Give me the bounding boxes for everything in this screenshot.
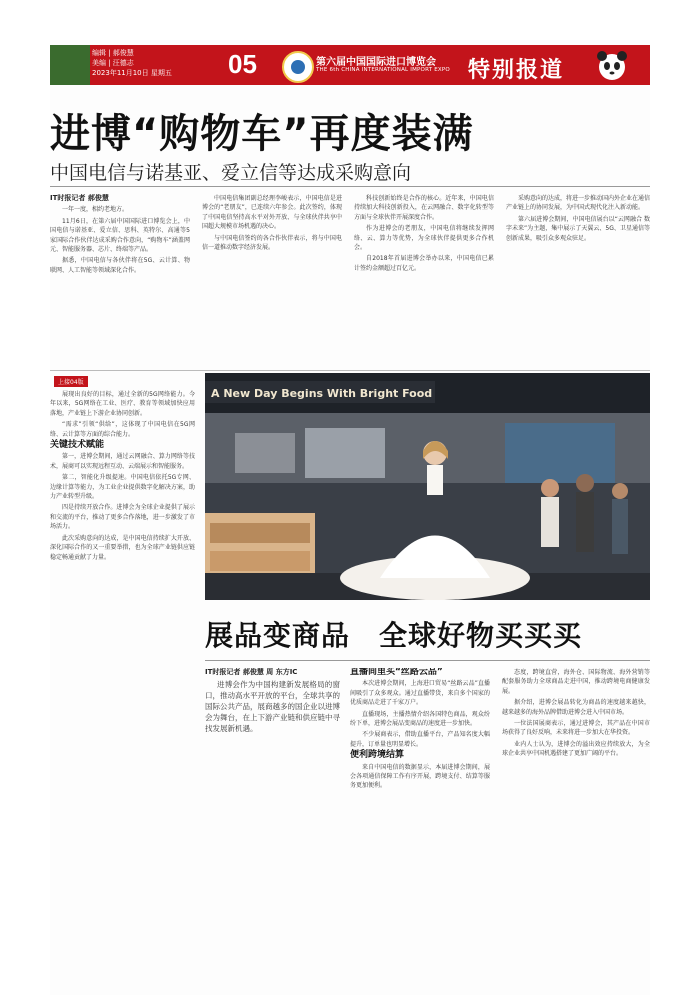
left-section-title: 关键技术赋能 (50, 440, 105, 451)
paragraph: 11月6日，在第六届中国国际进口博览会上，中国电信与诺基亚、爱立信、思科、英特尔、高通等5家国际合作伙伴达成采购合作意向，“购物车”涵盖网元、智能服务器、芯片、终端等产品。 (50, 217, 190, 254)
continued-tag: 上接04版 (54, 376, 88, 387)
paragraph: 一年一度，相约老地方。 (62, 206, 129, 214)
left-article-column (50, 390, 195, 990)
section-headline: 展品变商品 全球好物买买买 (205, 619, 583, 652)
main-headline: 进博“购物车”再度装满 (50, 111, 474, 157)
section-divider (50, 370, 650, 371)
section-rule (205, 660, 650, 661)
masthead-credits (92, 48, 212, 78)
panda-mascot-icon (588, 47, 636, 83)
top-article-col-4 (506, 194, 650, 364)
paragraph: 第二，智能化升级提速。中国电信依托5G专网、边缘计算等能力，为工业企业提供数字化解决方案，助力产业转型升级。 (50, 474, 195, 501)
paragraph: 不少展商表示，借助直播平台，产品知名度大幅提升，订单量也明显增长。 (350, 731, 490, 748)
headline-rule (50, 186, 650, 187)
credit-date: 2023年11月10日 星期五 (92, 69, 172, 77)
paragraph: 科技创新始终是合作的核心。近年来，中国电信持续加大科技创新投入，在云网融合、数字化转型等方面与全球伙伴开展深度合作。 (354, 195, 494, 221)
top-article-col-2 (202, 194, 342, 364)
paragraph: 作为进博会的老朋友，中国电信将继续发挥网络、云、算力等优势，为全球伙伴提供更多合作机会。 (354, 225, 494, 252)
subsection-title-livestream: 直播间里买“丝路云品” (350, 668, 443, 677)
booth-photo-illustration (205, 373, 650, 600)
paragraph: 展现出良好的目标，通过全新的5G网络能力。今年以来，5G网络在工业、医疗、教育等领域加快应用落地，产业链上下游企业协同创新。 (50, 391, 195, 417)
bottom-article-byline: IT时报记者 郝俊慧 周 东方IC (205, 668, 298, 676)
top-article-byline: IT时报记者 郝俊慧 (50, 194, 109, 202)
newspaper-page (50, 40, 650, 995)
paragraph: 四是持续开放合作。进博会为全球企业提供了展示和交流的平台，推动了更多合作落地，进一步激发了市场活力。 (50, 504, 195, 531)
special-report-label: 特别报道 (468, 58, 565, 83)
paragraph: 态度，跨境直营，海外仓、国际物流、海外营销等配套服务助力全球商品走进中国，推动跨境电商健康发展。 (502, 669, 650, 695)
paragraph: 第一，进博会期间，通过云网融合、算力网络等技术，展商可以实现远程互动、云端展示和智能服务。 (50, 453, 195, 470)
paragraph: 直播现场，主播热情介绍各国特色商品，观众纷纷下单，进博会展品变商品的速度进一步加快。 (350, 710, 490, 728)
paragraph: 本次进博会期间，上海进口贸易“丝路云品”直播间吸引了众多观众。通过直播带货，来自多个国家的优质商品走进了千家万户。 (350, 680, 490, 707)
paragraph: 自2018年首届进博会举办以来，中国电信已累计签约金额超过百亿元。 (354, 255, 494, 272)
paragraph: 中国电信集团副总经理李峻表示，中国电信是进博会的“老朋友”，已连续六年参会。此次签约，体现了中国电信坚持高水平对外开放、与全球伙伴共享中国超大规模市场机遇的决心。 (202, 195, 342, 231)
lead-paragraph: 进博会作为中国构建新发展格局的窗口，推动高水平开放的平台，全球共享的国际公共产品，展商越多的国企业以进博会为舞台，在上下游产业链和供应链中寻找发展新机遇。 (205, 680, 340, 734)
masthead (50, 45, 650, 85)
top-article-col-3 (354, 194, 494, 364)
masthead-photo (50, 45, 90, 85)
expo-name-cn: 第六届中国国际进口博览会 (316, 57, 436, 68)
bottom-article-col-1 (205, 668, 340, 988)
page-number: 05 (228, 49, 257, 79)
credit-designer: 美编 | 汪德志 (92, 59, 134, 67)
paragraph: 据悉，中国电信与各伙伴将在5G、云计算、物联网、人工智能等领域深化合作。 (50, 257, 190, 274)
bottom-article-col-3 (502, 668, 650, 988)
expo-name-en: THE 6th CHINA INTERNATIONAL IMPORT EXPO (316, 67, 450, 73)
bottom-article-col-2 (350, 668, 490, 988)
paragraph: 采购意向的达成，将进一步推动国内外企业在通信产业链上的协同发展，为中国式现代化注入新动能。 (506, 195, 650, 212)
paragraph: 据介绍，进博会展品转化为商品的速度越来越快，越来越多的海外品牌借助进博会进入中国市场。 (502, 699, 650, 716)
booth-sign-text: A New Day Begins With Bright Food (211, 387, 433, 400)
credit-editor: 编辑 | 郝俊慧 (92, 49, 134, 57)
expo-booth-photo (205, 373, 650, 600)
paragraph: 来自中国电信的数据显示，本届进博会期间，展会各项通信保障工作有序开展，跨境支付、结算等服务更加便利。 (350, 763, 490, 790)
top-article-col-1 (50, 194, 190, 364)
paragraph: 与中国电信签约的各合作伙伴表示，将与中国电信一道推动数字经济发展。 (202, 234, 342, 252)
paragraph: 此次采购意向的达成，是中国电信持续扩大开放、深化国际合作的又一重要举措，也为全球产业链供应链稳定畅通贡献了力量。 (50, 534, 195, 561)
ciie-logo-icon (282, 51, 314, 83)
paragraph: 一位法国展商表示，通过进博会，其产品在中国市场获得了良好反响，未来将进一步加大在华投资。 (502, 720, 650, 737)
paragraph: 第六届进博会期间，中国电信展台以“云网融合 数字未来”为主题，集中展示了天翼云、5G、卫星通信等创新成果，吸引众多观众驻足。 (506, 215, 650, 242)
subsection-title-settlement: 便利跨境结算 (350, 750, 405, 761)
paragraph: “需求”引领“供给”，这体现了中国电信在5G网络、云计算等方面的综合能力。 (50, 421, 195, 438)
paragraph: 业内人士认为，进博会的溢出效应持续放大，为全球企业共享中国机遇搭建了更加广阔的平台。 (502, 740, 650, 758)
sub-headline: 中国电信与诺基亚、爱立信等达成采购意向 (50, 162, 412, 184)
